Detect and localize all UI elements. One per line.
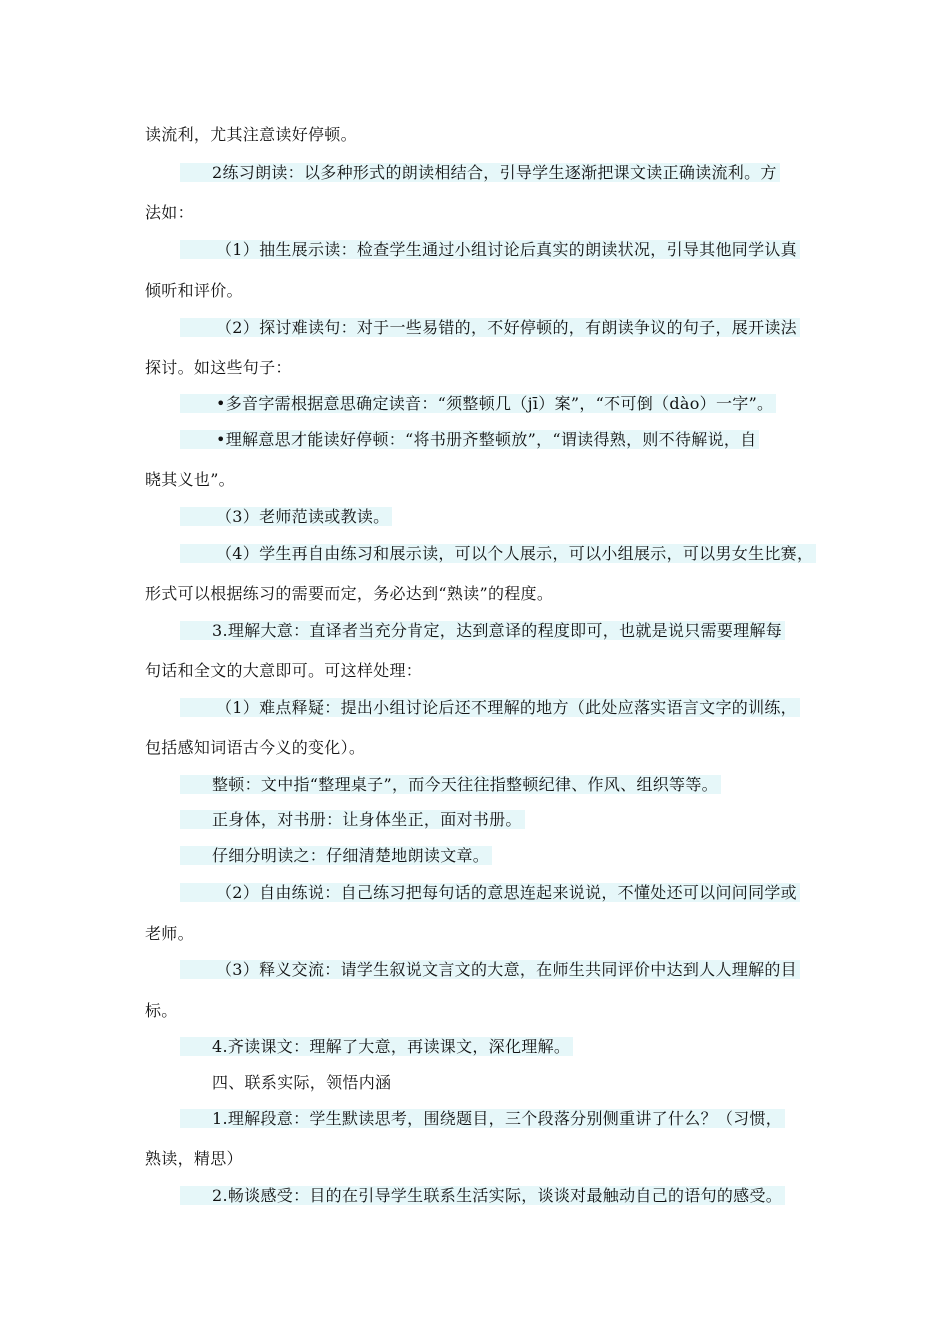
line-text: 整顿：文中指“整理桌子”，而今天往往指整顿纪律、作风、组织等等。 (180, 775, 721, 794)
line-text: 1.理解段意：学生默读思考，围绕题目，三个段落分别侧重讲了什么？（习惯， (180, 1109, 785, 1128)
text-line (145, 116, 357, 154)
line-text: 包括感知词语古今义的变化）。 (145, 738, 366, 757)
line-text: 仔细分明读之：仔细清楚地朗读文章。 (180, 846, 492, 865)
text-line (145, 1140, 243, 1178)
line-text: 标。 (145, 1001, 178, 1020)
line-text: 法如： (145, 203, 194, 222)
text-line (180, 1100, 785, 1138)
line-text: 老师。 (145, 924, 194, 943)
line-text: 探讨。如这些句子： (145, 358, 292, 377)
text-line (145, 575, 553, 613)
bullet-line (180, 385, 776, 423)
text-line (145, 729, 365, 767)
bullet-line (180, 421, 759, 459)
text-line (180, 498, 392, 536)
line-text: （1）难点释疑：提出小组讨论后还不理解的地方（此处应落实语言文字的训练， (180, 698, 800, 717)
line-text: •多音字需根据意思确定读音：“须整顿几（jī）案”，“不可倒（dào）一字”。 (180, 394, 776, 413)
text-line (145, 349, 292, 387)
section-heading (180, 1064, 391, 1102)
text-line (180, 689, 800, 727)
text-line (145, 272, 243, 310)
line-text: 形式可以根据练习的需要而定，务必达到“熟读”的程度。 (145, 584, 554, 603)
text-line (180, 1028, 573, 1066)
text-line (180, 1177, 785, 1215)
line-text: 晓其义也”。 (145, 470, 235, 489)
text-line (180, 231, 800, 269)
line-text: •理解意思才能读好停顿：“将书册齐整顿放”，“谓读得熟，则不待解说，自 (180, 430, 759, 449)
text-line (180, 951, 800, 989)
text-line (180, 874, 800, 912)
text-line (180, 154, 780, 192)
line-text: （4）学生再自由练习和展示读，可以个人展示，可以小组展示，可以男女生比赛， (180, 544, 816, 563)
line-text: 熟读，精思） (145, 1149, 243, 1168)
line-text: （3）老师范读或教读。 (180, 507, 392, 526)
line-text: 2.畅谈感受：目的在引导学生联系生活实际，谈谈对最触动自己的语句的感受。 (180, 1186, 785, 1205)
text-line (145, 992, 178, 1030)
line-text: 2练习朗读：以多种形式的朗读相结合，引导学生逐渐把课文读正确读流利。方 (180, 163, 780, 182)
text-line (180, 801, 525, 839)
text-line (180, 766, 721, 804)
text-line (145, 461, 235, 499)
line-text: 句话和全文的大意即可。可这样处理： (145, 661, 423, 680)
text-line (145, 915, 194, 953)
line-text: 倾听和评价。 (145, 281, 243, 300)
line-text: 4.齐读课文：理解了大意，再读课文，深化理解。 (180, 1037, 573, 1056)
text-line (145, 652, 422, 690)
line-text: 四、联系实际，领悟内涵 (212, 1073, 392, 1092)
line-text: （2）探讨难读句：对于一些易错的，不好停顿的，有朗读争议的句子，展开读法 (180, 318, 800, 337)
line-text: 读流利，尤其注意读好停顿。 (145, 125, 357, 144)
line-text: 正身体，对书册：让身体坐正，面对书册。 (180, 810, 525, 829)
line-text: 3.理解大意：直译者当充分肯定，达到意译的程度即可，也就是说只需要理解每 (180, 621, 785, 640)
text-line (145, 194, 194, 232)
line-text: （3）释义交流：请学生叙说文言文的大意，在师生共同评价中达到人人理解的目 (180, 960, 800, 979)
line-text: （2）自由练说：自己练习把每句话的意思连起来说说，不懂处还可以问问同学或 (180, 883, 800, 902)
text-line (180, 612, 785, 650)
text-line (180, 535, 816, 573)
text-line (180, 837, 492, 875)
text-line (180, 309, 800, 347)
line-text: （1）抽生展示读：检查学生通过小组讨论后真实的朗读状况，引导其他同学认真 (180, 240, 800, 259)
